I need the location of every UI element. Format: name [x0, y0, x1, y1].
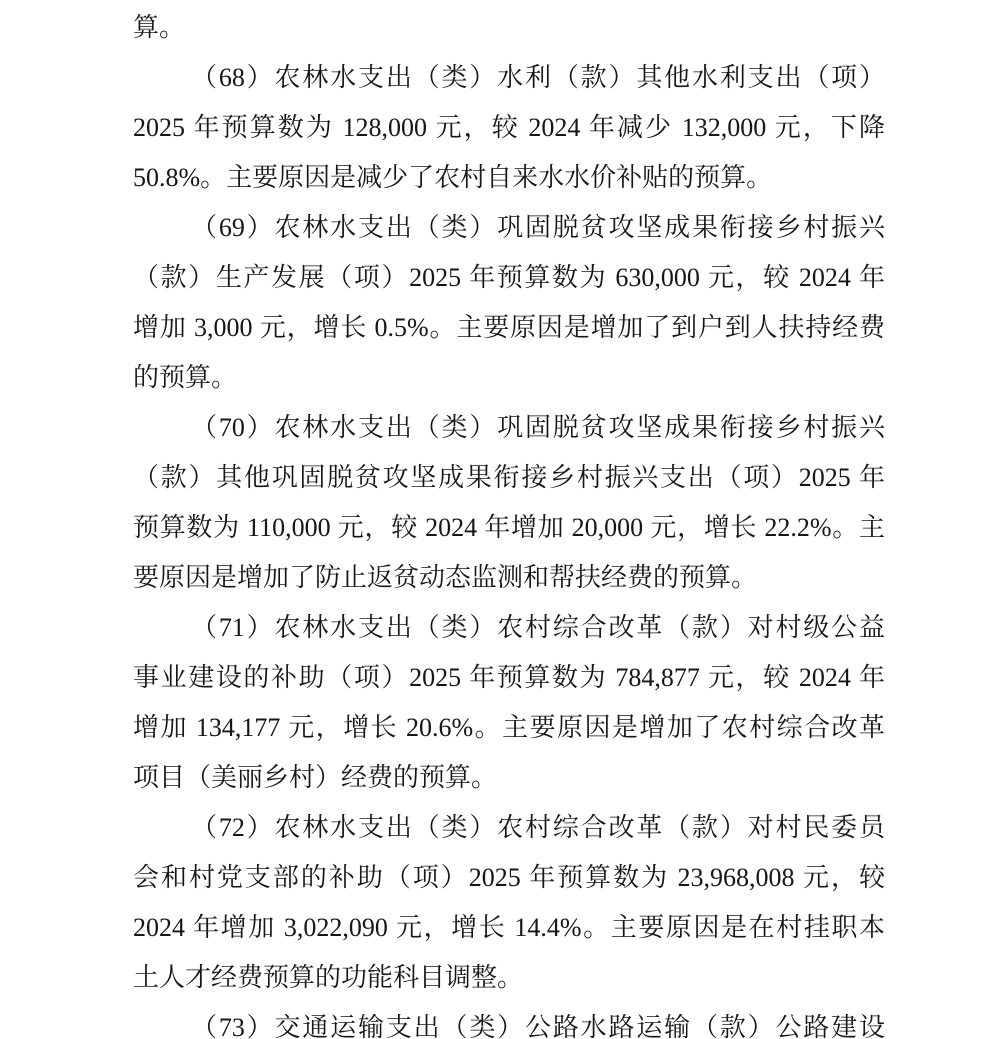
- paragraph-item-68: [133, 53, 885, 203]
- text-line: 要原因是增加了防止返贫动态监测和帮扶经费的预算。: [133, 563, 758, 592]
- paragraph-item-69: [133, 203, 885, 403]
- text-line: 预算数为 110,000 元，较 2024 年增加 20,000 元，增长 22.2%。主: [133, 513, 885, 542]
- text-line: （款）其他巩固脱贫攻坚成果衔接乡村振兴支出（项）2025 年: [133, 463, 885, 492]
- text-line: （款）生产发展（项）2025 年预算数为 630,000 元，较 2024 年: [133, 263, 885, 292]
- text-line: （73）交通运输支出（类）公路水路运输（款）公路建设: [191, 1013, 885, 1039]
- text-line: 项目（美丽乡村）经费的预算。: [133, 763, 498, 792]
- text-line: 的预算。: [133, 363, 238, 392]
- text-line: （71）农林水支出（类）农村综合改革（款）对村级公益: [191, 613, 885, 642]
- text-line: 增加 134,177 元，增长 20.6%。主要原因是增加了农村综合改革: [133, 713, 885, 742]
- paragraph-item-71: [133, 603, 885, 803]
- paragraph-item-73: [133, 1003, 885, 1039]
- text-line: 会和村党支部的补助（项）2025 年预算数为 23,968,008 元，较: [133, 863, 885, 892]
- text-line: 事业建设的补助（项）2025 年预算数为 784,877 元，较 2024 年: [133, 663, 885, 692]
- paragraph-continuation: [133, 3, 885, 53]
- text-line: 2024 年增加 3,022,090 元，增长 14.4%。主要原因是在村挂职本: [133, 913, 885, 942]
- text-line: （72）农林水支出（类）农村综合改革（款）对村民委员: [191, 813, 885, 842]
- text-line: （69）农林水支出（类）巩固脱贫攻坚成果衔接乡村振兴: [191, 213, 885, 242]
- text-line: （68）农林水支出（类）水利（款）其他水利支出（项）: [191, 63, 885, 92]
- text-line: 土人才经费预算的功能科目调整。: [133, 963, 524, 992]
- body-text: [133, 3, 885, 1039]
- text-line: 50.8%。主要原因是减少了农村自来水水价补贴的预算。: [133, 163, 773, 192]
- paragraph-item-70: [133, 403, 885, 603]
- text-line: 算。: [133, 13, 186, 42]
- text-line: （70）农林水支出（类）巩固脱贫攻坚成果衔接乡村振兴: [191, 413, 885, 442]
- paragraph-item-72: [133, 803, 885, 1003]
- text-line: 2025 年预算数为 128,000 元，较 2024 年减少 132,000 元，下降: [133, 113, 885, 142]
- text-line: 增加 3,000 元，增长 0.5%。主要原因是增加了到户到人扶持经费: [133, 313, 885, 342]
